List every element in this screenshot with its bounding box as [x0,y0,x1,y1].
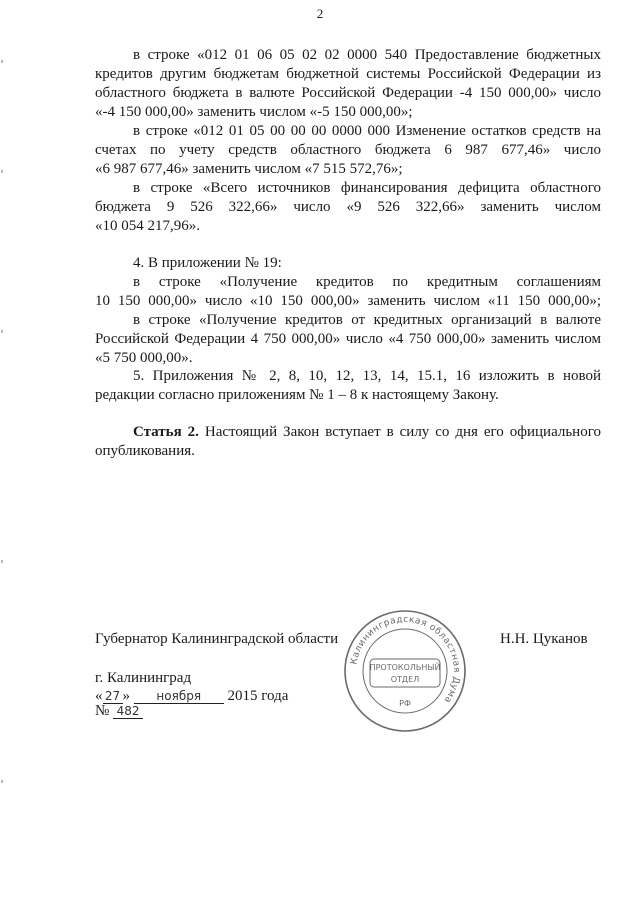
date-open-quote: « [95,688,103,704]
scan-mark [1,170,3,173]
page-number: 2 [316,6,324,21]
article-2-label: Статья 2. [133,424,199,440]
paragraph-line: в строке «012 01 06 05 02 02 0000 540 Предоставление бюджетных [133,47,601,63]
law-number-value: 482 [113,704,143,719]
paragraph-line: 5. Приложения № 2, 8, 10, 12, 13, 14, 15.1, 16 изложить в новой [133,368,601,384]
paragraph-line: Российской Федерации 4 750 000,00» число «4 750 000,00» заменить числом [95,331,601,347]
stamp-graphic [340,606,470,736]
paragraph-line: в строке «Всего источников финансирования дефицита областного [133,180,601,196]
paragraph-line: в строке «Получение кредитов от кредитных организаций в валюте [133,312,601,328]
paragraph-line: областного бюджета в валюте Российской Федерации -4 150 000,00» число [95,85,601,101]
section-heading: 4. В приложении № 19: [133,255,282,271]
paragraph-line: «10 054 217,96». [95,218,200,234]
date-day: 27 [103,689,123,704]
stamp-ring-text: Калининградская областная Дума [349,614,462,705]
signatory-position: Губернатор Калининградской области [95,631,339,647]
stamp-bottom: РФ [399,699,411,708]
scan-mark [1,330,3,333]
stamp-center-line2: ОТДЕЛ [390,675,420,684]
scan-mark [1,780,3,783]
date-month: ноября [134,689,224,704]
paragraph-line: «5 750 000,00». [95,350,193,366]
signing-city: г. Калининград [95,670,192,686]
paragraph-line: в строке «012 01 05 00 00 00 0000 000 Изменение остатков средств на [133,123,601,139]
paragraph-line: 10 150 000,00» число «10 150 000,00» заменить числом «11 150 000,00»; [95,293,601,309]
scan-mark [1,560,3,563]
scan-mark [1,60,3,63]
date-close-quote: » [122,688,130,704]
paragraph-line: опубликования. [95,443,195,459]
paragraph-line: кредитов другим бюджетам бюджетной системы Российской Федерации из [95,66,601,82]
paragraph-line: счетах по учету средств областного бюджета 6 987 677,46» число [95,142,601,158]
paragraph-line: «6 987 677,46» заменить числом «7 515 572,76»; [95,161,403,177]
number-sign: № [95,703,110,719]
svg-text:Калининградская областная Дума [349,615,461,705]
paragraph-line: редакции согласно приложениям № 1 – 8 к настоящему Закону. [95,387,499,403]
article-2-line [133,423,601,442]
official-stamp [340,606,470,736]
stamp-center-line1: ПРОТОКОЛЬНЫЙ [369,663,441,672]
paragraph-line: «-4 150 000,00» заменить числом «-5 150 000,00»; [95,104,413,120]
article-2-text: Настоящий Закон вступает в силу со дня его официального [204,424,601,440]
law-number [95,702,143,721]
paragraph-line: бюджета 9 526 322,66» число «9 526 322,66» заменить числом [95,199,601,215]
paragraph-line: в строке «Получение кредитов по кредитным соглашениям [133,274,601,290]
date-year: 2015 года [227,688,289,704]
signatory-name: Н.Н. Цуканов [500,631,588,647]
